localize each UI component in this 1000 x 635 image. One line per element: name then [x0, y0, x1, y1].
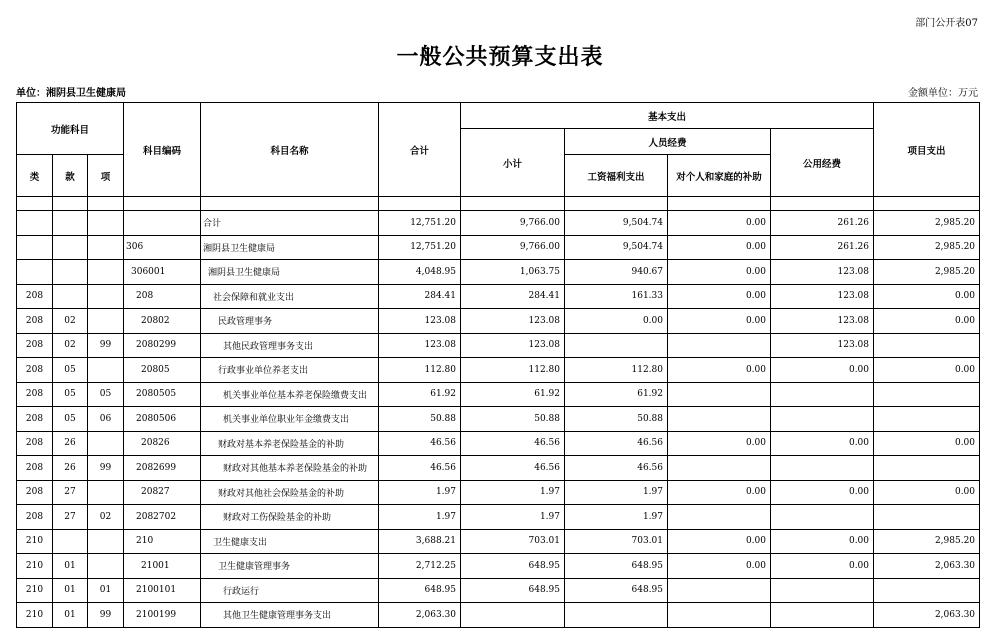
cell-lei: 210: [17, 554, 53, 579]
cell-subtotal: 46.56: [461, 456, 565, 481]
cell-name: 湘阴县卫生健康局: [201, 235, 379, 260]
cell-public: 0.00: [771, 358, 874, 383]
cell-project: 0.00: [874, 284, 980, 309]
cell-kuan: 02: [53, 333, 88, 358]
table-row: [17, 333, 980, 358]
cell-kuan: [53, 529, 88, 554]
cell-subsidy: [668, 505, 771, 530]
cell-kuan: 27: [53, 480, 88, 505]
cell-wages: 161.33: [565, 284, 668, 309]
cell-code: 210: [124, 529, 201, 554]
cell-wages: 1.97: [565, 505, 668, 530]
cell-xiang: [88, 431, 124, 456]
cell-lei: 210: [17, 529, 53, 554]
cell-wages: 46.56: [565, 456, 668, 481]
cell-project: [874, 382, 980, 407]
cell-total: 2,063.30: [379, 603, 461, 628]
cell-name: 湘阴县卫生健康局: [201, 260, 379, 285]
cell-subsidy: [668, 333, 771, 358]
cell-lei: [17, 235, 53, 260]
table-row: [17, 505, 980, 530]
cell-public: 261.26: [771, 211, 874, 236]
cell-code: 21001: [124, 554, 201, 579]
cell-lei: 208: [17, 382, 53, 407]
cell-name: 合计: [201, 211, 379, 236]
cell-project: 2,063.30: [874, 603, 980, 628]
cell-code: 208: [124, 284, 201, 309]
cell-public: 0.00: [771, 529, 874, 554]
cell-code: 2080506: [124, 407, 201, 432]
cell-public: 123.08: [771, 260, 874, 285]
cell-public: 0.00: [771, 431, 874, 456]
table-row: [17, 456, 980, 481]
cell-public: [771, 456, 874, 481]
cell-name: 卫生健康支出: [201, 529, 379, 554]
cell-wages: 46.56: [565, 431, 668, 456]
cell-project: 0.00: [874, 480, 980, 505]
table-body: [17, 211, 980, 628]
cell-subsidy: 0.00: [668, 480, 771, 505]
cell-xiang: 06: [88, 407, 124, 432]
cell-total: 123.08: [379, 309, 461, 334]
cell-public: [771, 578, 874, 603]
table-row: [17, 480, 980, 505]
cell-subtotal: 50.88: [461, 407, 565, 432]
table-row: [17, 309, 980, 334]
cell-total: 12,751.20: [379, 235, 461, 260]
cell-code: 2082702: [124, 505, 201, 530]
table-row: [17, 407, 980, 432]
cell-subsidy: 0.00: [668, 431, 771, 456]
cell-xiang: [88, 260, 124, 285]
header-subject-name: 科目名称: [201, 103, 379, 197]
cell-subtotal: 648.95: [461, 578, 565, 603]
cell-kuan: [53, 235, 88, 260]
cell-name: 民政管理事务: [201, 309, 379, 334]
cell-kuan: 01: [53, 603, 88, 628]
cell-public: 123.08: [771, 333, 874, 358]
cell-kuan: [53, 211, 88, 236]
cell-code: [124, 211, 201, 236]
cell-name: 卫生健康管理事务: [201, 554, 379, 579]
cell-xiang: [88, 284, 124, 309]
cell-public: [771, 603, 874, 628]
cell-wages: 648.95: [565, 578, 668, 603]
cell-project: 0.00: [874, 358, 980, 383]
cell-lei: 210: [17, 603, 53, 628]
cell-name: 机关事业单位职业年金缴费支出: [201, 407, 379, 432]
cell-subsidy: [668, 578, 771, 603]
cell-total: 3,688.21: [379, 529, 461, 554]
cell-name: 财政对基本养老保险基金的补助: [201, 431, 379, 456]
cell-xiang: [88, 309, 124, 334]
cell-name: 其他卫生健康管理事务支出: [201, 603, 379, 628]
cell-xiang: 99: [88, 603, 124, 628]
cell-code: 20827: [124, 480, 201, 505]
cell-name: 行政事业单位养老支出: [201, 358, 379, 383]
cell-kuan: 05: [53, 407, 88, 432]
cell-project: 2,985.20: [874, 211, 980, 236]
cell-xiang: 99: [88, 456, 124, 481]
cell-project: 2,985.20: [874, 529, 980, 554]
table-row: [17, 382, 980, 407]
cell-xiang: [88, 554, 124, 579]
header-lei: 类: [17, 155, 53, 197]
cell-subsidy: [668, 382, 771, 407]
header-public: 公用经费: [771, 129, 874, 197]
cell-subtotal: 9,766.00: [461, 211, 565, 236]
cell-xiang: 05: [88, 382, 124, 407]
header-total: 合计: [379, 103, 461, 197]
cell-wages: 703.01: [565, 529, 668, 554]
cell-name: 其他民政管理事务支出: [201, 333, 379, 358]
cell-code: 20805: [124, 358, 201, 383]
cell-xiang: [88, 480, 124, 505]
cell-project: [874, 407, 980, 432]
cell-xiang: 99: [88, 333, 124, 358]
cell-lei: 208: [17, 309, 53, 334]
cell-name: 机关事业单位基本养老保险缴费支出: [201, 382, 379, 407]
cell-project: 0.00: [874, 431, 980, 456]
cell-kuan: 05: [53, 382, 88, 407]
cell-project: [874, 505, 980, 530]
header-subsidy: 对个人和家庭的补助: [668, 155, 771, 197]
cell-project: 2,985.20: [874, 260, 980, 285]
cell-project: [874, 456, 980, 481]
cell-subsidy: 0.00: [668, 260, 771, 285]
header-subject-code: 科目编码: [124, 103, 201, 197]
cell-wages: 9,504.74: [565, 235, 668, 260]
table-row: [17, 358, 980, 383]
cell-wages: 1.97: [565, 480, 668, 505]
table-row: [17, 578, 980, 603]
cell-code: 20826: [124, 431, 201, 456]
table-row: [17, 603, 980, 628]
cell-kuan: 27: [53, 505, 88, 530]
cell-total: 648.95: [379, 578, 461, 603]
cell-subsidy: 0.00: [668, 554, 771, 579]
cell-subsidy: 0.00: [668, 284, 771, 309]
cell-kuan: 01: [53, 554, 88, 579]
cell-total: 4,048.95: [379, 260, 461, 285]
cell-subtotal: 9,766.00: [461, 235, 565, 260]
cell-code: 2100101: [124, 578, 201, 603]
table-row: [17, 284, 980, 309]
cell-xiang: [88, 235, 124, 260]
cell-public: 123.08: [771, 309, 874, 334]
cell-lei: 208: [17, 407, 53, 432]
cell-project: 0.00: [874, 309, 980, 334]
cell-lei: 208: [17, 333, 53, 358]
cell-subtotal: 284.41: [461, 284, 565, 309]
cell-lei: 210: [17, 578, 53, 603]
cell-public: [771, 505, 874, 530]
budget-expenditure-table: [16, 102, 980, 628]
cell-subsidy: 0.00: [668, 309, 771, 334]
cell-total: 1.97: [379, 505, 461, 530]
cell-name: 行政运行: [201, 578, 379, 603]
cell-total: 61.92: [379, 382, 461, 407]
cell-wages: 648.95: [565, 554, 668, 579]
cell-wages: 9,504.74: [565, 211, 668, 236]
cell-subtotal: 61.92: [461, 382, 565, 407]
cell-code: 20802: [124, 309, 201, 334]
cell-total: 123.08: [379, 333, 461, 358]
cell-total: 1.97: [379, 480, 461, 505]
header-basic: 基本支出: [461, 103, 874, 129]
cell-lei: 208: [17, 480, 53, 505]
cell-total: 12,751.20: [379, 211, 461, 236]
header-subtotal: 小计: [461, 129, 565, 197]
cell-code: 2080299: [124, 333, 201, 358]
table-number-label: 部门公开表07: [915, 18, 978, 29]
cell-code: 2082699: [124, 456, 201, 481]
cell-subsidy: 0.00: [668, 235, 771, 260]
cell-subtotal: [461, 603, 565, 628]
cell-kuan: 02: [53, 309, 88, 334]
cell-lei: [17, 260, 53, 285]
cell-lei: 208: [17, 284, 53, 309]
cell-lei: 208: [17, 456, 53, 481]
table-row: [17, 235, 980, 260]
cell-subtotal: 1.97: [461, 480, 565, 505]
cell-wages: 112.80: [565, 358, 668, 383]
header-personnel: 人员经费: [565, 129, 771, 155]
header-wages: 工资福利支出: [565, 155, 668, 197]
cell-subtotal: 1.97: [461, 505, 565, 530]
table-row: [17, 554, 980, 579]
cell-subtotal: 123.08: [461, 333, 565, 358]
cell-subtotal: 1,063.75: [461, 260, 565, 285]
cell-lei: 208: [17, 358, 53, 383]
cell-xiang: 02: [88, 505, 124, 530]
cell-kuan: 26: [53, 456, 88, 481]
cell-xiang: [88, 211, 124, 236]
cell-subsidy: 0.00: [668, 358, 771, 383]
cell-total: 2,712.25: [379, 554, 461, 579]
cell-subtotal: 112.80: [461, 358, 565, 383]
cell-wages: 50.88: [565, 407, 668, 432]
cell-wages: [565, 603, 668, 628]
cell-public: 0.00: [771, 554, 874, 579]
cell-kuan: 26: [53, 431, 88, 456]
cell-subtotal: 703.01: [461, 529, 565, 554]
page-title: 一般公共预算支出表: [396, 45, 604, 70]
cell-public: 123.08: [771, 284, 874, 309]
table-row: [17, 260, 980, 285]
cell-code: 2080505: [124, 382, 201, 407]
cell-subtotal: 123.08: [461, 309, 565, 334]
cell-code: 2100199: [124, 603, 201, 628]
cell-lei: [17, 211, 53, 236]
cell-subtotal: 648.95: [461, 554, 565, 579]
cell-subsidy: [668, 407, 771, 432]
cell-code: 306001: [124, 260, 201, 285]
cell-subsidy: 0.00: [668, 211, 771, 236]
cell-wages: 61.92: [565, 382, 668, 407]
cell-total: 112.80: [379, 358, 461, 383]
cell-total: 46.56: [379, 431, 461, 456]
cell-name: 财政对其他基本养老保险基金的补助: [201, 456, 379, 481]
cell-subsidy: 0.00: [668, 529, 771, 554]
cell-public: 0.00: [771, 480, 874, 505]
cell-kuan: [53, 284, 88, 309]
cell-name: 财政对工伤保险基金的补助: [201, 505, 379, 530]
header-xiang: 项: [88, 155, 124, 197]
cell-public: [771, 382, 874, 407]
cell-kuan: [53, 260, 88, 285]
cell-subsidy: [668, 456, 771, 481]
table-row: [17, 529, 980, 554]
cell-project: [874, 578, 980, 603]
header-kuan: 款: [53, 155, 88, 197]
cell-wages: [565, 333, 668, 358]
cell-project: 2,985.20: [874, 235, 980, 260]
cell-subsidy: [668, 603, 771, 628]
cell-total: 284.41: [379, 284, 461, 309]
cell-lei: 208: [17, 431, 53, 456]
cell-total: 50.88: [379, 407, 461, 432]
cell-name: 社会保障和就业支出: [201, 284, 379, 309]
cell-wages: 0.00: [565, 309, 668, 334]
cell-public: [771, 407, 874, 432]
cell-project: 2,063.30: [874, 554, 980, 579]
cell-code: 306: [124, 235, 201, 260]
header-project: 项目支出: [874, 103, 980, 197]
cell-lei: 208: [17, 505, 53, 530]
table-row: [17, 211, 980, 236]
cell-wages: 940.67: [565, 260, 668, 285]
cell-name: 财政对其他社会保险基金的补助: [201, 480, 379, 505]
cell-xiang: [88, 358, 124, 383]
cell-kuan: 01: [53, 578, 88, 603]
cell-public: 261.26: [771, 235, 874, 260]
cell-kuan: 05: [53, 358, 88, 383]
amount-unit-label: 金额单位：万元: [908, 88, 978, 99]
cell-subtotal: 46.56: [461, 431, 565, 456]
cell-total: 46.56: [379, 456, 461, 481]
header-func-subject: 功能科目: [17, 103, 124, 155]
cell-xiang: [88, 529, 124, 554]
cell-project: [874, 333, 980, 358]
header-spacer-row: [17, 197, 980, 211]
unit-label: 单位：湘阴县卫生健康局: [16, 88, 126, 99]
table-row: [17, 431, 980, 456]
cell-xiang: 01: [88, 578, 124, 603]
